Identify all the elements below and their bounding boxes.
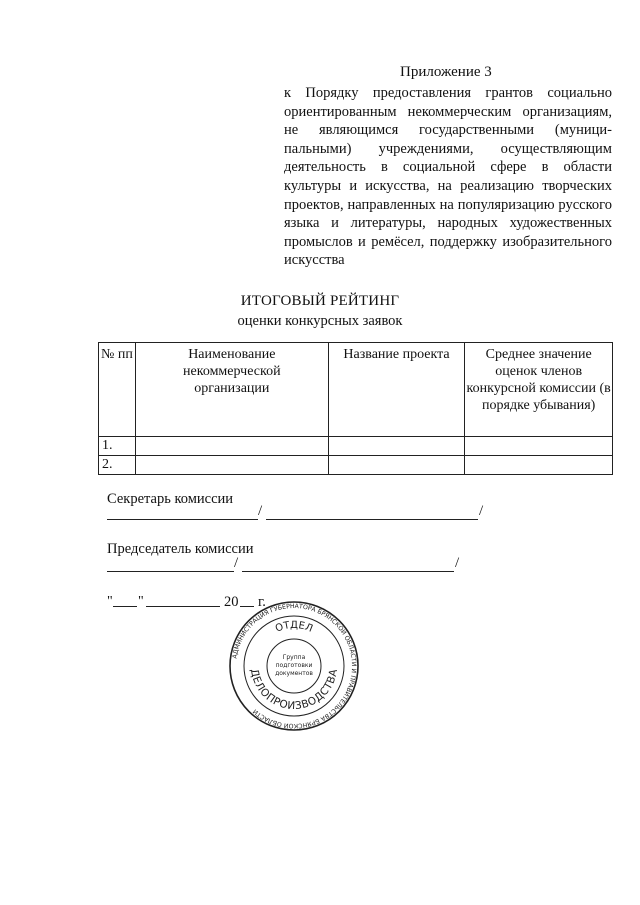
organization-stamp [228, 600, 360, 732]
table-row [99, 456, 613, 475]
date-quote-close: " [138, 594, 144, 609]
document-subtitle: оценки конкурсных заявок [237, 313, 403, 329]
date-day-line[interactable] [113, 594, 137, 607]
date-year-prefix: 20 [224, 594, 239, 610]
stamp-inner-line2: подготовки [275, 662, 313, 669]
secretary-slash: / [258, 503, 263, 519]
score-cell [465, 437, 613, 456]
stamp-department-bottom: ДЕЛОПРОИЗВОДСТВА [247, 667, 340, 713]
column-header-project: Название проекта [328, 343, 465, 437]
document-title: ИТОГОВЫЙ РЕЙТИНГ [240, 293, 400, 309]
stamp-department-top: ОТДЕЛ [273, 619, 315, 635]
rating-table [98, 342, 613, 475]
date-year-suffix: г. [258, 594, 266, 610]
secretary-slash-end: / [479, 503, 484, 519]
secretary-name-line[interactable] [266, 505, 478, 520]
stamp-outer-text: АДМИНИСТРАЦИЯ ГУБЕРНАТОРА БРЯНСКОЙ ОБЛАСТИ И ПРАВИТЕЛЬСТВА БРЯНСКОЙ ОБЛАСТИ [231, 602, 358, 730]
row-number: 1. [99, 437, 136, 456]
chairman-label: Председатель комиссии [107, 541, 254, 557]
chairman-slash: / [234, 555, 239, 571]
stamp-inner-line1: Группа [282, 654, 306, 661]
table-row [99, 437, 613, 456]
row-number: 2. [99, 456, 136, 475]
score-cell [465, 456, 613, 475]
project-cell [328, 437, 465, 456]
project-cell [328, 456, 465, 475]
column-header-average-score: Среднее значение оценок членов конкурсной комиссии (в порядке убывания) [465, 343, 613, 437]
column-header-organization: Наименование некоммерческой организации [135, 343, 328, 437]
appendix-text: к Порядку предоставления грантов социально ориентированным некоммерческим организациям, не являющимся государственными (муници-пальными) учреждениями, осуществляющим деятельность в социальной сфере в области культуры и искусства, на реализацию творческих проектов, направленных на популяризацию русского языка и литературы, народных художественных промыслов и ремёсел, поддержку изобразительного искусства [284, 85, 612, 269]
chairman-name-line[interactable] [242, 557, 454, 572]
chairman-slash-end: / [455, 555, 460, 571]
column-header-number: № пп [99, 343, 136, 437]
table-header-row [99, 343, 613, 437]
secretary-signature-line[interactable] [107, 505, 258, 520]
date-month-line[interactable] [146, 594, 220, 607]
date-quote-open: " [107, 594, 113, 609]
appendix-title: Приложение 3 [400, 64, 492, 80]
secretary-label: Секретарь комиссии [107, 491, 234, 507]
organization-cell [135, 437, 328, 456]
organization-cell [135, 456, 328, 475]
stamp-inner-line3: документов [275, 670, 313, 677]
chairman-signature-line[interactable] [107, 557, 234, 572]
